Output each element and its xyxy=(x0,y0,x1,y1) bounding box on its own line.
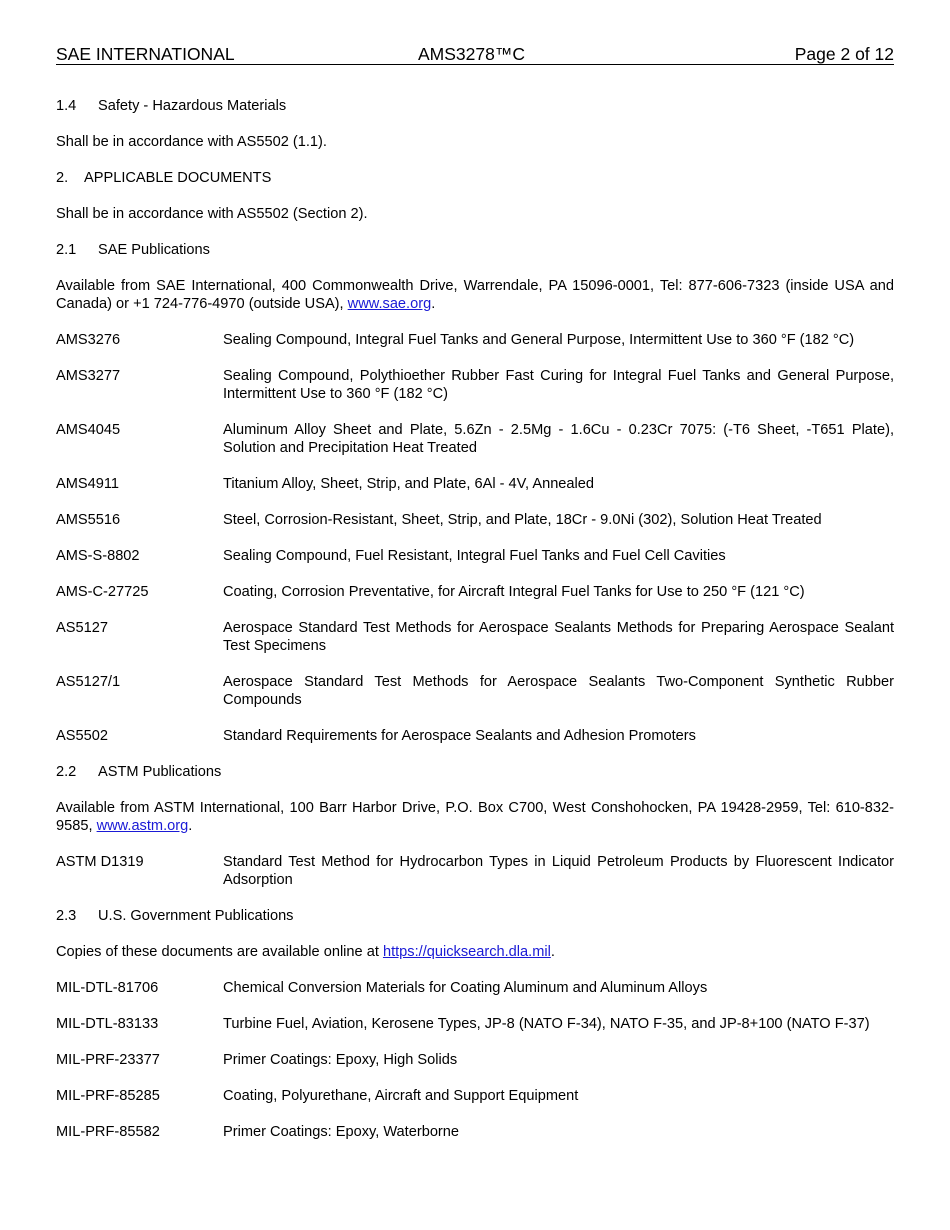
reference-code: ASTM D1319 xyxy=(56,854,144,870)
section-number: 2.3 xyxy=(56,908,77,924)
reference-title: Aluminum Alloy Sheet and Plate, 5.6Zn - 2.5Mg - 1.6Cu - 0.23Cr 7075: (-T6 Sheet, -T651 Plate), Solution and Precipitation Heat Treated xyxy=(223,422,894,456)
section-title: APPLICABLE DOCUMENTS xyxy=(84,170,272,186)
reference-code: AMS-C-27725 xyxy=(56,584,149,600)
reference-title: Chemical Conversion Materials for Coating Aluminum and Aluminum Alloys xyxy=(223,980,708,996)
reference-title: Aerospace Standard Test Methods for Aerospace Sealants Methods for Preparing Aerospace Sealant Test Specimens xyxy=(223,620,894,654)
header-page-number: Page 2 of 12 xyxy=(794,44,894,64)
section-2-1-heading xyxy=(56,241,894,259)
section-title: Safety - Hazardous Materials xyxy=(98,98,287,114)
reference-code: MIL-DTL-83133 xyxy=(56,1016,159,1032)
reference-title: Standard Requirements for Aerospace Sealants and Adhesion Promoters xyxy=(223,728,696,744)
gov-availability xyxy=(56,943,894,961)
reference-title: Aerospace Standard Test Methods for Aerospace Sealants Two-Component Synthetic Rubber Compounds xyxy=(223,674,894,708)
reference-code: MIL-PRF-85285 xyxy=(56,1088,160,1104)
astm-availability xyxy=(56,799,894,835)
section-2-body: Shall be in accordance with AS5502 (Section 2). xyxy=(56,206,368,222)
reference-row xyxy=(56,1051,894,1069)
sae-link[interactable]: www.sae.org xyxy=(347,296,432,312)
section-2-3-heading xyxy=(56,907,894,925)
availability-text: Available from SAE International, 400 Commonwealth Drive, Warrendale, PA 15096-0001, Tel: 877-606-7323 (inside USA and Canada) or +1 724-776-4970 (outside USA), xyxy=(56,278,894,312)
section-number: 2.1 xyxy=(56,242,77,258)
quicksearch-link[interactable]: https://quicksearch.dla.mil xyxy=(382,944,551,960)
section-number: 2.2 xyxy=(56,764,77,780)
section-title: U.S. Government Publications xyxy=(98,908,294,924)
reference-row xyxy=(56,331,894,349)
reference-row xyxy=(56,511,894,529)
reference-code: AMS5516 xyxy=(56,512,121,528)
astm-reference-list xyxy=(56,853,894,889)
availability-end: . xyxy=(431,296,436,312)
reference-code: AMS3277 xyxy=(56,368,121,384)
reference-row xyxy=(56,619,894,655)
reference-row xyxy=(56,1123,894,1141)
reference-title: Turbine Fuel, Aviation, Kerosene Types, JP-8 (NATO F-34), NATO F-35, and JP-8+100 (NATO F-37) xyxy=(223,1016,870,1032)
reference-title: Steel, Corrosion-Resistant, Sheet, Strip, and Plate, 18Cr - 9.0Ni (302), Solution Heat Treated xyxy=(223,512,822,528)
sae-availability xyxy=(56,277,894,313)
section-title: ASTM Publications xyxy=(98,764,222,780)
reference-row xyxy=(56,547,894,565)
availability-text: Available from ASTM International, 100 Barr Harbor Drive, P.O. Box C700, West Conshohocken, PA 19428-2959, Tel: 610-832-9585, xyxy=(56,800,894,834)
reference-code: AMS4045 xyxy=(56,422,121,438)
reference-title: Coating, Polyurethane, Aircraft and Support Equipment xyxy=(223,1088,579,1104)
header-org: SAE INTERNATIONAL xyxy=(56,44,235,64)
document-body xyxy=(56,97,894,1159)
reference-title: Standard Test Method for Hydrocarbon Types in Liquid Petroleum Products by Fluorescent Indicator Adsorption xyxy=(223,854,894,888)
reference-code: MIL-DTL-81706 xyxy=(56,980,159,996)
reference-row xyxy=(56,475,894,493)
reference-row xyxy=(56,727,894,745)
reference-title: Primer Coatings: Epoxy, High Solids xyxy=(223,1052,458,1068)
availability-text: Copies of these documents are available online at xyxy=(56,944,383,960)
reference-title: Sealing Compound, Integral Fuel Tanks and General Purpose, Intermittent Use to 360 °F (182 °C) xyxy=(223,332,855,348)
section-2-heading xyxy=(56,169,894,187)
reference-row xyxy=(56,1015,894,1033)
section-1-4-heading xyxy=(56,97,894,115)
section-title: SAE Publications xyxy=(98,242,210,258)
reference-title: Titanium Alloy, Sheet, Strip, and Plate, 6Al - 4V, Annealed xyxy=(223,476,595,492)
reference-row xyxy=(56,583,894,601)
sae-reference-list xyxy=(56,331,894,745)
reference-row xyxy=(56,421,894,457)
reference-code: AMS-S-8802 xyxy=(56,548,140,564)
gov-reference-list xyxy=(56,979,894,1141)
reference-row xyxy=(56,1087,894,1105)
reference-code: AS5127/1 xyxy=(56,674,121,690)
section-number: 1.4 xyxy=(56,98,77,114)
availability-end: . xyxy=(188,818,193,834)
header-doc-number: AMS3278™C xyxy=(418,44,525,64)
reference-code: AS5502 xyxy=(56,728,108,744)
reference-title: Sealing Compound, Fuel Resistant, Integral Fuel Tanks and Fuel Cell Cavities xyxy=(223,548,726,564)
section-number: 2. xyxy=(56,170,69,186)
reference-code: AS5127 xyxy=(56,620,108,636)
page-header xyxy=(56,44,894,65)
reference-row xyxy=(56,853,894,889)
reference-row xyxy=(56,673,894,709)
availability-end: . xyxy=(550,944,555,960)
reference-row xyxy=(56,367,894,403)
reference-code: AMS4911 xyxy=(56,476,120,492)
reference-row xyxy=(56,979,894,997)
section-2-2-heading xyxy=(56,763,894,781)
reference-code: AMS3276 xyxy=(56,332,121,348)
astm-link[interactable]: www.astm.org xyxy=(96,818,189,834)
reference-title: Sealing Compound, Polythioether Rubber Fast Curing for Integral Fuel Tanks and General Purpose, Intermittent Use to 360 °F (182 °C) xyxy=(223,368,894,402)
reference-code: MIL-PRF-85582 xyxy=(56,1124,160,1140)
reference-title: Primer Coatings: Epoxy, Waterborne xyxy=(223,1124,460,1140)
section-1-4-body: Shall be in accordance with AS5502 (1.1). xyxy=(56,134,327,150)
reference-title: Coating, Corrosion Preventative, for Aircraft Integral Fuel Tanks for Use to 250 °F (121 °C) xyxy=(223,584,805,600)
reference-code: MIL-PRF-23377 xyxy=(56,1052,160,1068)
